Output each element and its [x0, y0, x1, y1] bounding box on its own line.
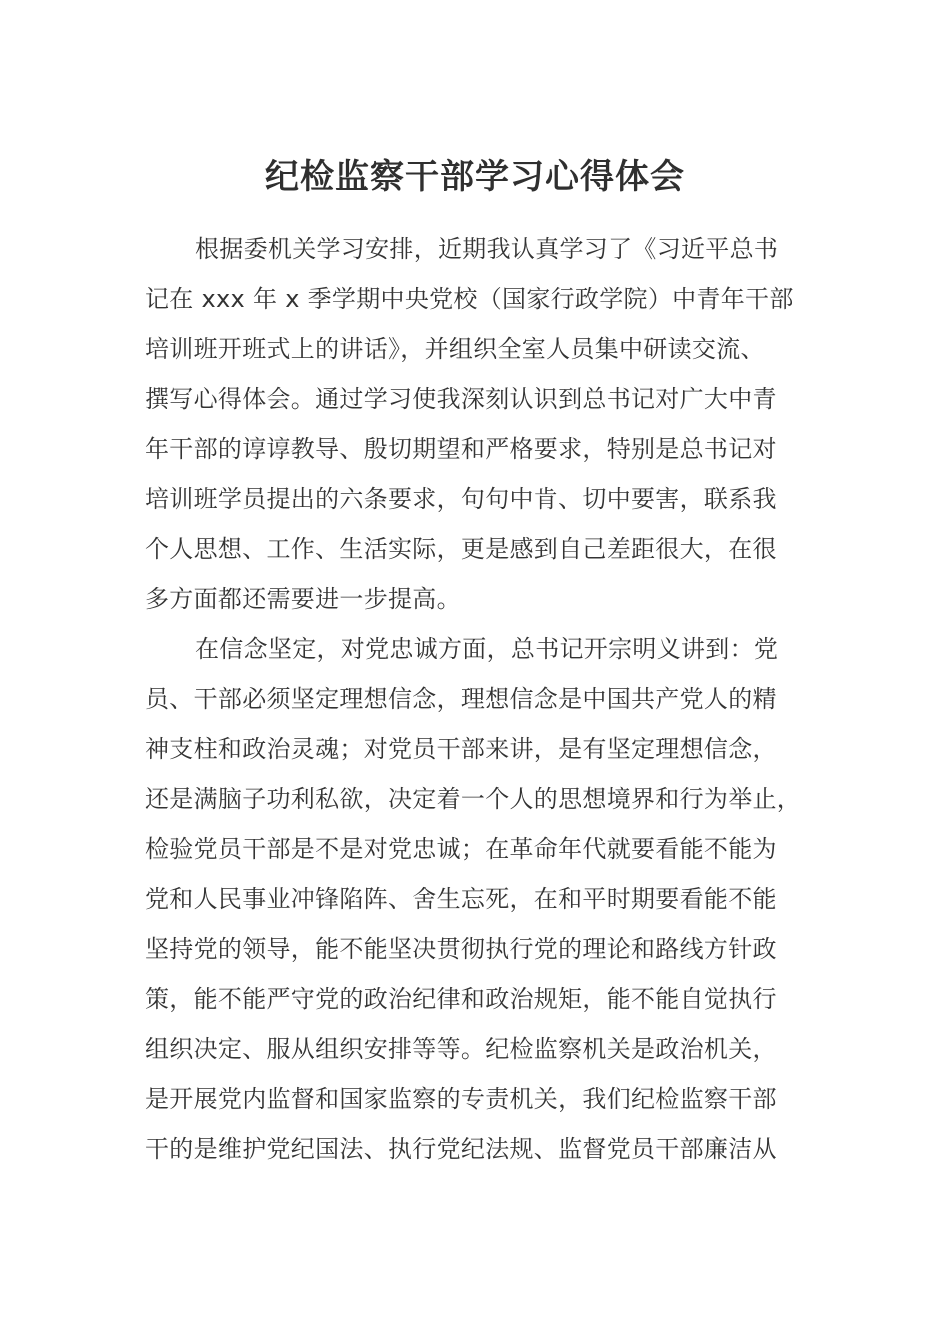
- paragraph-1-line: 培训班学员提出的六条要求，句句中肯、切中要害，联系我: [145, 485, 777, 513]
- paragraph-2-line: 干的是维护党纪国法、执行党纪法规、监督党员干部廉洁从: [145, 1135, 777, 1163]
- paragraph-1-line: 根据委机关学习安排，近期我认真学习了《习近平总书: [195, 235, 779, 263]
- paragraph-1-line: 年干部的谆谆教导、殷切期望和严格要求，特别是总书记对: [145, 435, 777, 463]
- paragraph-1-line: 撰写心得体会。通过学习使我深刻认识到总书记对广大中青: [145, 385, 777, 413]
- paragraph-2-line: 是开展党内监督和国家监察的专责机关，我们纪检监察干部: [145, 1085, 777, 1113]
- paragraph-1-line: 记在 xxx 年 x 季学期中央党校（国家行政学院）中青年干部: [145, 285, 794, 313]
- paragraph-1-line: 培训班开班式上的讲话》，并组织全室人员集中研读交流、: [145, 335, 765, 363]
- document-title: 纪检监察干部学习心得体会: [265, 157, 685, 197]
- paragraph-2-line: 在信念坚定，对党忠诚方面，总书记开宗明义讲到：党: [195, 635, 779, 663]
- paragraph-2-line: 策，能不能严守党的政治纪律和政治规矩，能不能自觉执行: [145, 985, 777, 1013]
- paragraph-2-line: 党和人民事业冲锋陷阵、舍生忘死，在和平时期要看能不能: [145, 885, 777, 913]
- paragraph-2-line: 员、干部必须坚定理想信念，理想信念是中国共产党人的精: [145, 685, 777, 713]
- paragraph-2-line: 组织决定、服从组织安排等等。纪检监察机关是政治机关，: [145, 1035, 777, 1063]
- document-body: [145, 224, 807, 1174]
- paragraph-2-line: 还是满脑子功利私欲，决定着一个人的思想境界和行为举止，: [145, 785, 802, 813]
- paragraph-1-line: 个人思想、工作、生活实际，更是感到自己差距很大，在很: [145, 535, 777, 563]
- paragraph-2-line: 神支柱和政治灵魂；对党员干部来讲，是有坚定理想信念，: [145, 735, 777, 763]
- paragraph-1-line: 多方面都还需要进一步提高。: [145, 585, 461, 613]
- paragraph-2-line: 检验党员干部是不是对党忠诚；在革命年代就要看能不能为: [145, 835, 777, 863]
- paragraph-2-line: 坚持党的领导，能不能坚决贯彻执行党的理论和路线方针政: [145, 935, 777, 963]
